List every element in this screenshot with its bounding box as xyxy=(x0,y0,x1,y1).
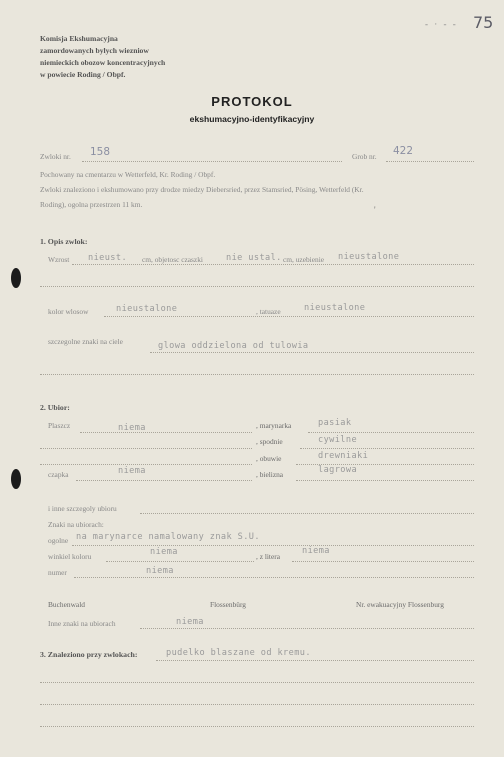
stray-mark: ' xyxy=(374,205,376,215)
org-line: w powiecie Roding / Obpf. xyxy=(40,70,126,79)
remains-number-label: Zwloki nr. xyxy=(40,152,71,161)
coat-rule xyxy=(80,432,252,433)
other-clothing-rule xyxy=(140,513,474,514)
trousers-label: , spodnie xyxy=(256,437,283,446)
underwear-value: lagrowa xyxy=(318,465,358,475)
skull-value: nie ustal. xyxy=(226,253,282,263)
org-line: zamordowanych bylych wiezniow xyxy=(40,46,149,55)
shoes-label: , obuwie xyxy=(256,454,282,463)
blank-rule xyxy=(40,682,474,683)
org-line: niemieckich obozow koncentracyjnych xyxy=(40,58,166,67)
cap-value: niema xyxy=(118,466,146,476)
grave-number-rule xyxy=(386,161,474,162)
jacket-value: pasiak xyxy=(318,418,352,428)
number-rule xyxy=(74,577,474,578)
clothing-marks-label: Znaki na ubiorach: xyxy=(48,520,104,529)
number-value: niema xyxy=(146,566,174,576)
general-marks-label: ogolne xyxy=(48,536,69,545)
page-dash-mark: - · - - xyxy=(425,19,458,29)
hair-label: kolor wlosow xyxy=(48,307,89,316)
punch-hole xyxy=(11,469,21,489)
shoes-value: drewniaki xyxy=(318,451,369,461)
general-marks-rule xyxy=(72,545,474,546)
organization-block xyxy=(40,33,165,81)
camp-flossenburg: Flossenbürg xyxy=(210,600,247,609)
tattoo-value: nieustalone xyxy=(304,303,366,313)
height-label: Wzrost xyxy=(48,255,70,264)
height-value: nieust. xyxy=(88,253,128,263)
other-clothing-label: i inne szczegoly ubioru xyxy=(48,504,117,513)
other-marks-value: niema xyxy=(176,617,204,627)
section1-heading: 1. Opis zwlok: xyxy=(40,237,88,246)
triangle-color-label: winkiel koloru xyxy=(48,552,92,561)
triangle-color-value: niema xyxy=(150,547,178,557)
document-subtitle: ekshumacyjno-identyfikacyjny xyxy=(189,114,315,124)
teeth-label: cm, uzebienie xyxy=(283,255,325,264)
remains-number-rule xyxy=(82,161,342,162)
marks-rule xyxy=(150,352,474,353)
general-marks-value: na marynarce namalowany znak S.U. xyxy=(76,532,260,542)
document-title: PROTOKOL xyxy=(211,94,293,109)
trousers-rule xyxy=(300,448,474,449)
marks-label: szczegolne znaki na ciele xyxy=(48,337,123,346)
other-marks-rule xyxy=(140,628,474,629)
grave-number-value: 422 xyxy=(393,145,414,157)
org-line: Komisja Ekshumacyjna xyxy=(40,34,118,43)
blank-rule xyxy=(40,374,474,375)
triangle-rule xyxy=(106,561,254,562)
intro-line: Zwloki znaleziono i ekshumowano przy drodze miedzy Diebersried, przez Stamsried, Pösing, Wetterfeld (Kr. xyxy=(40,185,364,194)
blank-rule xyxy=(40,704,474,705)
found-items-rule xyxy=(156,660,474,661)
height-rule xyxy=(72,264,474,265)
found-items-value: pudelko blaszane od kremu. xyxy=(166,648,311,658)
letter-rule xyxy=(292,561,474,562)
marks-value: glowa oddzielona od tulowia xyxy=(158,341,309,351)
blank-rule xyxy=(40,286,474,287)
cap-label: czapka xyxy=(48,470,69,479)
evacuation-number-label: Nr. ewakuacyjny Flossenburg xyxy=(356,600,444,609)
teeth-value: nieustalone xyxy=(338,252,400,262)
coat-value: niema xyxy=(118,423,146,433)
letter-value: niema xyxy=(302,546,330,556)
underwear-rule xyxy=(296,480,474,481)
section2-heading: 2. Ubior: xyxy=(40,403,70,412)
other-marks-label: Inne znaki na ubiorach xyxy=(48,619,116,628)
jacket-rule xyxy=(308,432,474,433)
coat-label: Plaszcz xyxy=(48,421,71,430)
page-number: 75 xyxy=(473,13,494,32)
punch-hole xyxy=(11,268,21,288)
skull-label: cm, objetosc czaszki xyxy=(142,255,203,264)
intro-line: Roding), ogolna przestrzen 11 km. xyxy=(40,200,143,209)
trousers-value: cywilne xyxy=(318,435,358,445)
number-label: numer xyxy=(48,568,67,577)
cap-rule xyxy=(76,480,252,481)
blank-rule xyxy=(40,464,252,465)
blank-rule xyxy=(40,726,474,727)
blank-rule xyxy=(40,448,252,449)
intro-line: Pochowany na cmentarzu w Wetterfeld, Kr. Roding / Obpf. xyxy=(40,170,216,179)
letter-label: , z litera xyxy=(256,552,281,561)
underwear-label: , bielizna xyxy=(256,470,284,479)
camp-buchenwald: Buchenwald xyxy=(48,600,85,609)
hair-value: nieustalone xyxy=(116,304,178,314)
section3-heading: 3. Znaleziono przy zwlokach: xyxy=(40,650,138,659)
remains-number-value: 158 xyxy=(90,146,111,158)
hair-rule xyxy=(104,316,474,317)
jacket-label: , marynarka xyxy=(256,421,292,430)
tattoo-label: , tatuaze xyxy=(256,307,281,316)
grave-number-label: Grob nr. xyxy=(352,152,377,161)
